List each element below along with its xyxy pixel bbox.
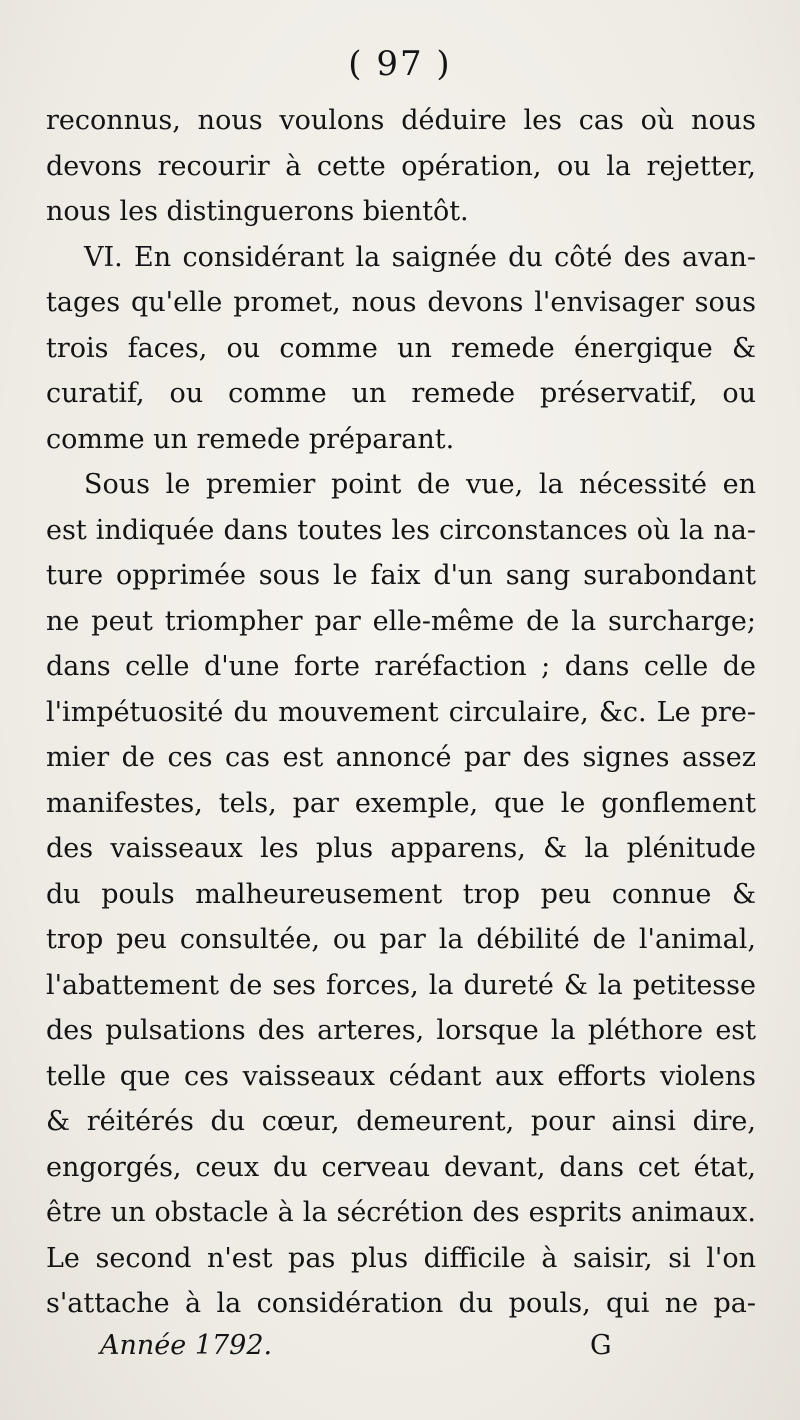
text-line: manifestes, tels, par exemple, que le gonflement: [46, 787, 756, 819]
text-line: l'abattement de ses forces, la dureté & la petitesse: [46, 969, 756, 1001]
text-line: est indiquée dans toutes les circonstances où la na-: [46, 514, 756, 546]
signature-mark: G: [590, 1330, 612, 1361]
text-line: du pouls malheureusement trop peu connue &: [46, 878, 756, 910]
text-line: Le second n'est pas plus difficile à saisir, si l'on: [46, 1242, 756, 1274]
text-line: devons recourir à cette opération, ou la rejetter,: [46, 150, 756, 182]
page-footer: [0, 1330, 800, 1380]
text-line: mier de ces cas est annoncé par des signes assez: [46, 742, 756, 773]
text-line: & réitérés du cœur, demeurent, pour ainsi dire,: [46, 1106, 756, 1137]
footer-year: Année 1792.: [100, 1330, 273, 1361]
text-line: reconnus, nous voulons déduire les cas où nous: [46, 105, 756, 136]
text-line: l'impétuosité du mouvement circulaire, &c. Le pre-: [46, 696, 756, 728]
text-line: comme un remede préparant.: [46, 423, 455, 455]
text-line: des vaisseaux les plus apparens, & la plénitude: [46, 833, 756, 864]
text-line: ne peut triompher par elle-même de la surcharge;: [46, 605, 756, 637]
body-text: [46, 98, 756, 1327]
text-line: des pulsations des arteres, lorsque la pléthore est: [46, 1015, 756, 1046]
text-line: être un obstacle à la sécrétion des esprits animaux.: [46, 1197, 756, 1228]
text-line: telle que ces vaisseaux cédant aux efforts violens: [46, 1060, 756, 1092]
text-line: trop peu consultée, ou par la débilité de l'animal,: [46, 924, 756, 955]
page-number: ( 97 ): [348, 44, 452, 84]
text-line: VI. En considérant la saignée du côté des avan-: [84, 241, 756, 273]
text-line: nous les distinguerons bientôt.: [46, 196, 469, 227]
text-line: curatif, ou comme un remede préservatif, ou: [46, 378, 756, 409]
text-line: s'attache à la considération du pouls, qui ne pa-: [46, 1288, 756, 1319]
text-line: engorgés, ceux du cerveau devant, dans cet état,: [46, 1151, 756, 1183]
text-line: ture opprimée sous le faix d'un sang surabondant: [46, 560, 756, 591]
text-line: Sous le premier point de vue, la nécessité en: [84, 469, 756, 500]
text-line: tages qu'elle promet, nous devons l'envisager sous: [46, 287, 756, 318]
text-line: trois faces, ou comme un remede énergique &: [46, 332, 756, 364]
text-line: dans celle d'une forte raréfaction ; dans celle de: [46, 651, 756, 682]
